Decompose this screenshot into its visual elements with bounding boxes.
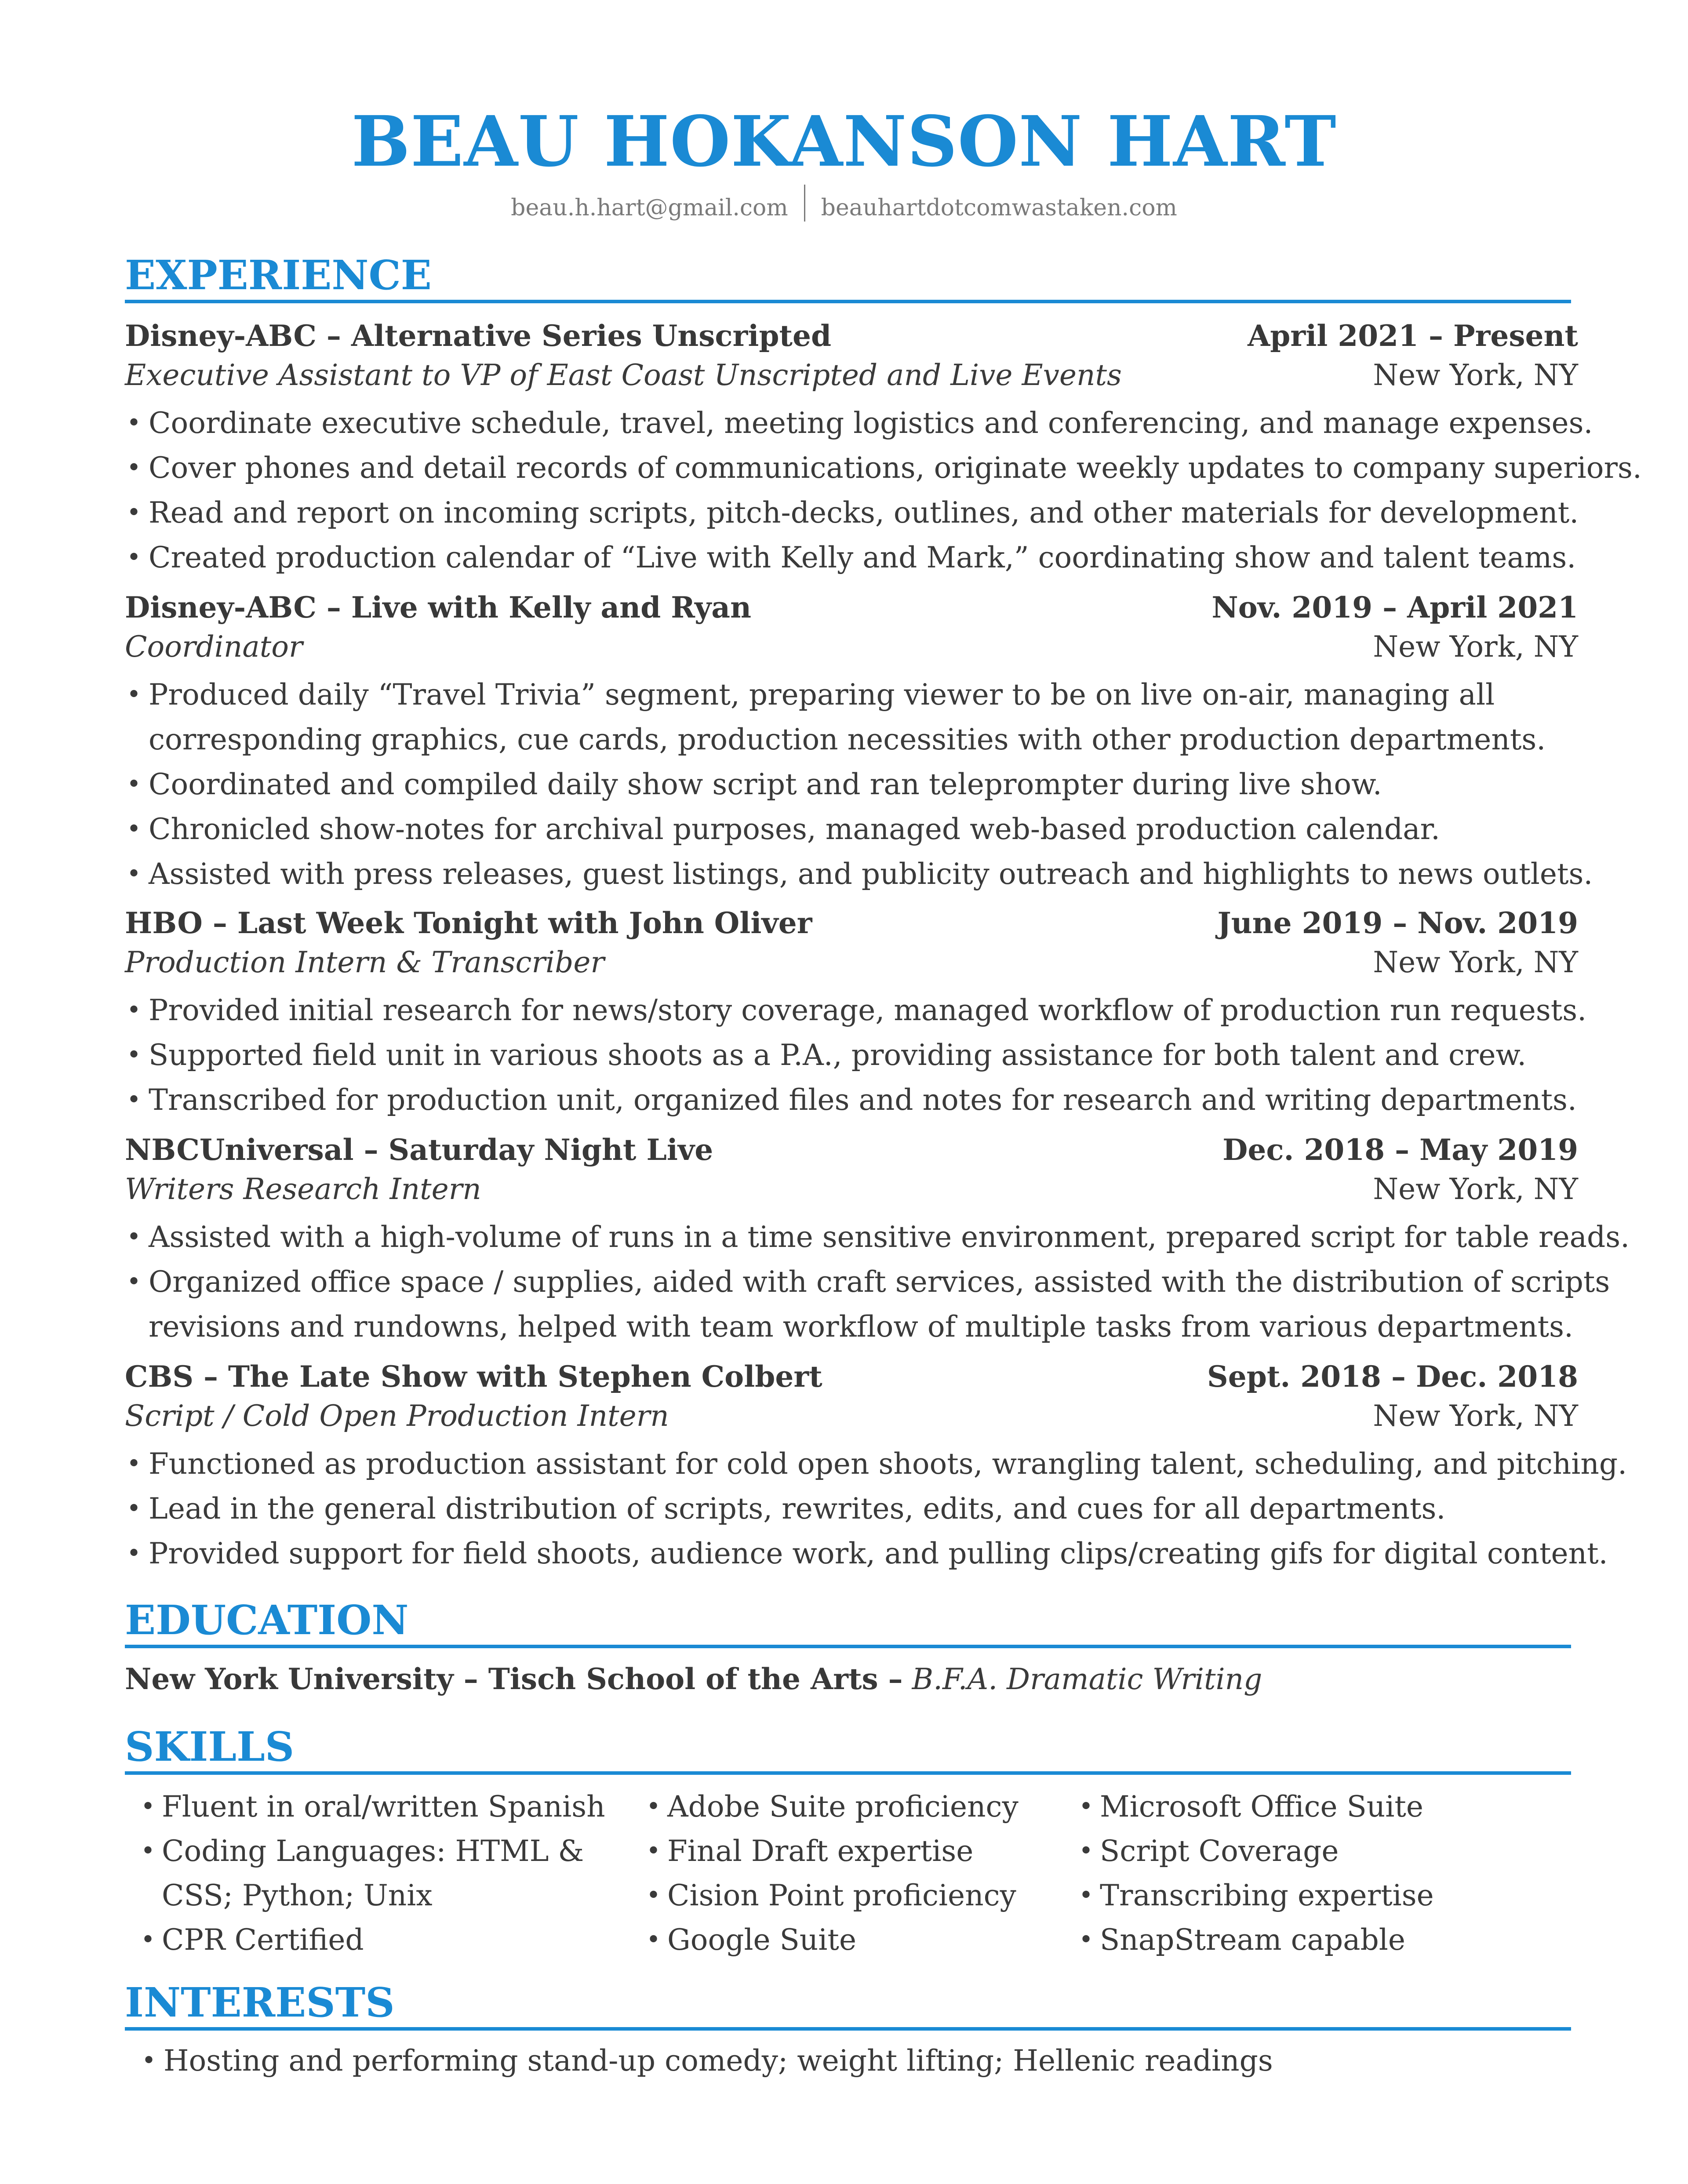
list-item: • Read and report on incoming scripts, pitch-decks, outlines, and other materials for development. [125,491,1589,535]
list-item: • Google Suite [645,1918,1019,1962]
contact-divider [804,185,805,222]
job-dates: Nov. 2019 – April 2021 [1211,590,1578,625]
job-role: Script / Cold Open Production Intern [125,1399,669,1433]
job-dates: Dec. 2018 – May 2019 [1222,1133,1578,1167]
skills-column-3 [1078,1784,1434,1962]
list-item: • Script Coverage [1078,1829,1434,1873]
bullet-continuation: corresponding graphics, cue cards, production necessities with other production departments. [149,723,1546,756]
skills-heading: SKILLS [125,1722,1571,1775]
job-company: NBCUniversal – Saturday Night Live [125,1133,713,1167]
experience-heading: EXPERIENCE [125,251,1571,303]
list-item: • Provided support for field shoots, audience work, and pulling clips/creating gifs for digital content. [125,1531,1589,1576]
job-bullets [125,988,1589,1123]
job-company: Disney-ABC – Live with Kelly and Ryan [125,590,752,625]
job-role: Executive Assistant to VP of East Coast Unscripted and Live Events [125,358,1122,392]
list-item: • Cover phones and detail records of communications, originate weekly updates to company superiors. [125,446,1589,491]
list-item: • Produced daily “Travel Trivia” segment, preparing viewer to be on live on-air, managing all corresponding graphics, cue cards, production necessities with other production departments. [125,672,1589,762]
list-item: • CPR Certified [140,1918,605,1962]
list-item: • Created production calendar of “Live with Kelly and Mark,” coordinating show and talent teams. [125,535,1589,580]
job-dates: April 2021 – Present [1248,319,1578,353]
list-item: • Coding Languages: HTML & [140,1829,605,1873]
list-item: • Cision Point proficiency [645,1873,1019,1918]
list-item: • Fluent in oral/written Spanish [140,1784,605,1829]
list-item: • Transcribed for production unit, organized files and notes for research and writing departments. [125,1078,1589,1123]
skills-column-1 [140,1784,605,1962]
skills-column-2 [645,1784,1019,1962]
job-company: HBO – Last Week Tonight with John Oliver [125,906,812,940]
list-item: • Lead in the general distribution of scripts, rewrites, edits, and cues for all departments. [125,1486,1589,1531]
job-location: New York, NY [1373,358,1578,392]
list-item: • Supported field unit in various shoots as a P.A., providing assistance for both talent and crew. [125,1033,1589,1078]
job-location: New York, NY [1373,1399,1578,1433]
list-item: • Hosting and performing stand-up comedy; weight lifting; Hellenic readings [140,2039,1604,2083]
job-location: New York, NY [1373,1172,1578,1206]
list-item: • Coordinated and compiled daily show script and ran teleprompter during live show. [125,762,1589,807]
list-item: CSS; Python; Unix [162,1879,433,1912]
education-school: New York University – Tisch School of the Arts – [125,1662,903,1696]
job-location: New York, NY [1373,630,1578,664]
list-item: • Provided initial research for news/story coverage, managed workflow of production run requests. [125,988,1589,1033]
job-location: New York, NY [1373,945,1578,979]
website-link[interactable]: beauhartdotcomwastaken.com [821,195,1177,221]
list-item: • Assisted with a high-volume of runs in a time sensitive environment, prepared script for table reads. [125,1215,1589,1260]
education-degree: B.F.A. Dramatic Writing [912,1662,1262,1696]
job-role: Coordinator [125,630,303,664]
job-bullets [125,401,1642,580]
job-bullets [125,1215,1630,1349]
list-item: • Adobe Suite proficiency [645,1784,1019,1829]
contact-line [0,185,1688,223]
interests-list [140,2039,1604,2083]
email-link[interactable]: beau.h.hart@gmail.com [511,195,788,221]
list-item: • Chronicled show-notes for archival purposes, managed web-based production calendar. [125,807,1589,852]
bullet-continuation: revisions and rundowns, helped with team workflow of multiple tasks from various departments. [149,1310,1573,1344]
job-dates: June 2019 – Nov. 2019 [1217,906,1578,940]
job-company: CBS – The Late Show with Stephen Colbert [125,1359,822,1394]
list-item: • Organized office space / supplies, aided with craft services, assisted with the distribution of scripts revisions and rundowns, helped with team workflow of multiple tasks from various departments. [125,1260,1589,1349]
list-item: • Coordinate executive schedule, travel, meeting logistics and conferencing, and manage expenses. [125,401,1589,446]
education-heading: EDUCATION [125,1595,1571,1648]
job-company: Disney-ABC – Alternative Series Unscripted [125,319,832,353]
job-bullets [125,672,1593,897]
list-item: • Assisted with press releases, guest listings, and publicity outreach and highlights to news outlets. [125,852,1589,897]
candidate-name: BEAU HOKANSON HART [351,101,1337,182]
job-role: Production Intern & Transcriber [125,945,604,979]
job-bullets [125,1442,1627,1576]
list-item: • Functioned as production assistant for cold open shoots, wrangling talent, scheduling, and pitching. [125,1442,1589,1486]
list-item: • Final Draft expertise [645,1829,1019,1873]
interests-heading: INTERESTS [125,1978,1571,2031]
list-item: • SnapStream capable [1078,1918,1434,1962]
list-item: • Microsoft Office Suite [1078,1784,1434,1829]
list-item: • Transcribing expertise [1078,1873,1434,1918]
job-dates: Sept. 2018 – Dec. 2018 [1207,1359,1578,1394]
job-role: Writers Research Intern [125,1172,481,1206]
